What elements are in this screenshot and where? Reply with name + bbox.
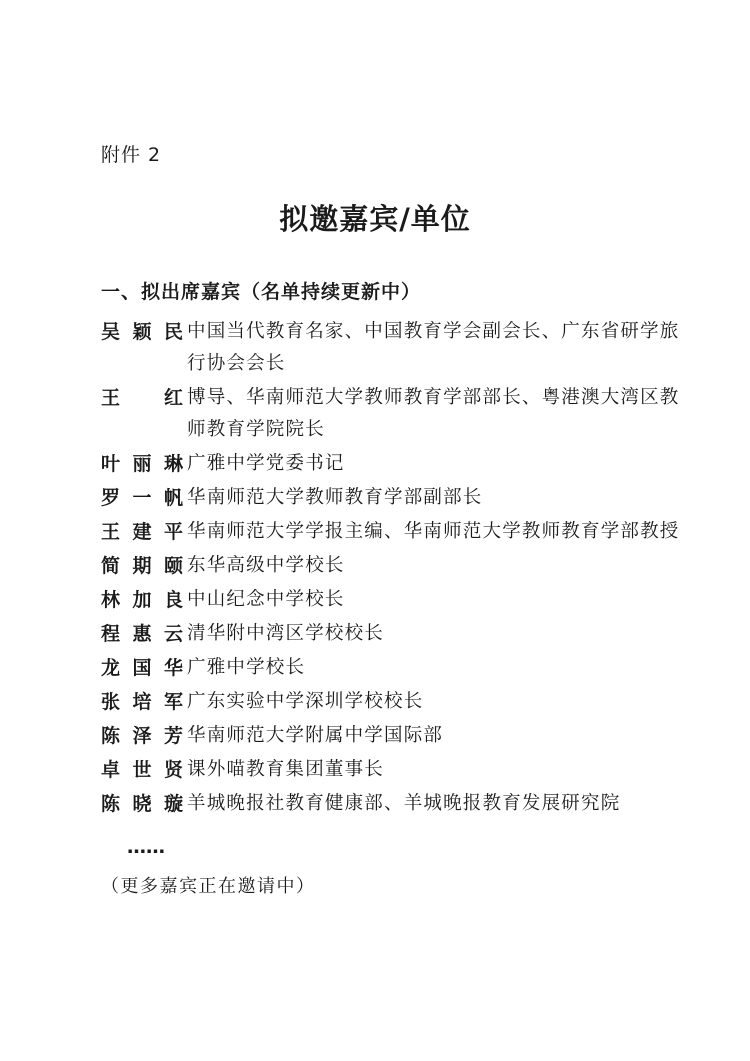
guest-title: 清华附中湾区学校校长 — [187, 623, 385, 644]
guest-row — [101, 316, 681, 380]
ellipsis: …… — [127, 836, 165, 858]
guest-name: 王建平 — [101, 521, 183, 543]
guest-title: 广雅中学党委书记 — [187, 453, 345, 474]
guest-row — [101, 448, 681, 480]
guest-name: 林加良 — [101, 589, 183, 611]
guest-name: 龙国华 — [101, 657, 183, 679]
guest-name: 简期颐 — [101, 555, 183, 577]
guest-row — [101, 550, 681, 582]
guest-row — [101, 618, 681, 650]
guest-row — [101, 720, 681, 752]
guest-title: 广东实验中学深圳学校校长 — [187, 691, 424, 712]
attachment-label: 附件 2 — [101, 144, 162, 166]
guest-row — [101, 516, 681, 548]
section-heading: 一、拟出席嘉宾（名单持续更新中） — [101, 281, 422, 303]
guest-row — [101, 788, 681, 820]
guest-name: 张培军 — [101, 691, 183, 713]
guest-row — [101, 754, 681, 786]
guest-name: 陈晓璇 — [101, 793, 183, 815]
guest-title: 华南师范大学学报主编、华南师范大学教师教育学部教授 — [187, 521, 680, 542]
guest-row — [101, 652, 681, 684]
guest-title: 课外喵教育集团董事长 — [187, 759, 385, 780]
guest-name: 罗一帆 — [101, 487, 183, 509]
guest-name: 陈泽芳 — [101, 725, 183, 747]
guest-title: 华南师范大学附属中学国际部 — [187, 725, 444, 746]
document-title: 拟邀嘉宾/单位 — [279, 202, 471, 236]
guest-title: 中山纪念中学校长 — [187, 589, 345, 610]
guest-name: 叶丽琳 — [101, 453, 183, 475]
guest-name: 王 红 — [101, 387, 183, 409]
guest-title: 羊城晚报社教育健康部、羊城晚报教育发展研究院 — [187, 793, 621, 814]
guest-row — [101, 686, 681, 718]
guest-row — [101, 482, 681, 514]
guest-title: 中国当代教育名家、中国教育学会副会长、广东省研学旅行协会会长 — [187, 321, 680, 374]
guest-name: 卓世贤 — [101, 759, 183, 781]
guest-list — [101, 316, 681, 822]
guest-name: 程惠云 — [101, 623, 183, 645]
guest-title: 广雅中学校长 — [187, 657, 306, 678]
guest-row — [101, 382, 681, 446]
more-guests-note: （更多嘉宾正在邀请中） — [101, 876, 316, 897]
guest-name: 吴颖民 — [101, 321, 183, 343]
guest-title: 华南师范大学教师教育学部副部长 — [187, 487, 483, 508]
guest-title: 东华高级中学校长 — [187, 555, 345, 576]
guest-row — [101, 584, 681, 616]
guest-title: 博导、华南师范大学教师教育学部部长、粤港澳大湾区教师教育学院院长 — [187, 387, 680, 440]
